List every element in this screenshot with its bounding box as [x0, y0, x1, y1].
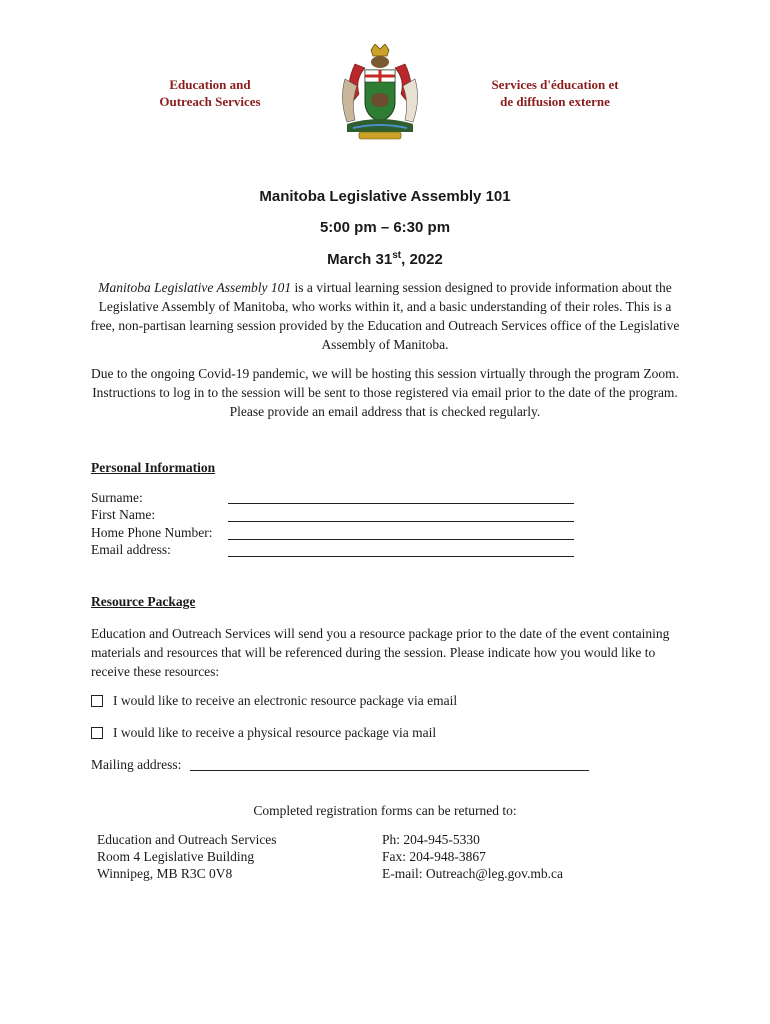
- electronic-checkbox[interactable]: [91, 695, 103, 707]
- address-line1: Education and Outreach Services: [97, 832, 277, 847]
- email-field[interactable]: [228, 556, 574, 557]
- intro-rest: is a virtual learning session designed to provide information about the Legislative Assembly of Manitoba, who works within it, and a basic understanding of their roles. This is a free, non-partisan learning session provided by the Education and Outreach Services office of the Legislative Assembly of Manitoba.: [90, 280, 680, 352]
- return-heading: Completed registration forms can be returned to:: [253, 803, 517, 818]
- session-title: Manitoba Legislative Assembly 101: [259, 188, 511, 205]
- header-left-line2: Outreach Services: [159, 94, 261, 109]
- return-address: [97, 831, 277, 882]
- contact-phone: Ph: 204-945-5330: [382, 832, 480, 847]
- header-right-line1: Services d'éducation et: [491, 77, 619, 92]
- contact-fax: Fax: 204-948-3867: [382, 849, 486, 864]
- contact-email[interactable]: E-mail: Outreach@leg.gov.mb.ca: [382, 866, 563, 881]
- intro-italic-lead: Manitoba Legislative Assembly 101: [98, 280, 292, 295]
- home-phone-field[interactable]: [228, 539, 574, 540]
- option-electronic[interactable]: [91, 693, 457, 709]
- surname-field[interactable]: [228, 503, 574, 504]
- first-name-label: First Name:: [91, 507, 156, 522]
- address-line3: Winnipeg, MB R3C 0V8: [97, 866, 233, 881]
- header-left-line1: Education and: [169, 77, 251, 92]
- option-electronic-label: I would like to receive an electronic resource package via email: [113, 693, 458, 708]
- header-right-line2: de diffusion externe: [500, 94, 610, 109]
- header-left: [140, 76, 280, 110]
- physical-checkbox[interactable]: [91, 727, 103, 739]
- return-contact: [382, 831, 563, 882]
- intro-paragraph: [88, 278, 682, 354]
- header-right: [480, 76, 630, 110]
- coat-of-arms-icon: [335, 44, 425, 140]
- address-line2: Room 4 Legislative Building: [97, 849, 255, 864]
- personal-info-heading: Personal Information: [91, 460, 216, 475]
- surname-label: Surname:: [91, 490, 143, 505]
- session-time: 5:00 pm – 6:30 pm: [319, 219, 451, 236]
- resource-package-heading: Resource Package: [91, 594, 196, 609]
- home-phone-label: Home Phone Number:: [91, 525, 213, 540]
- email-label: Email address:: [91, 542, 171, 557]
- mailing-address-field[interactable]: [190, 770, 589, 771]
- session-date: [0, 250, 770, 268]
- resource-package-text: Education and Outreach Services will send you a resource package prior to the date of the event containing materials and resources that will be referenced during the session. Please indicate how you would like to receive these resources:: [91, 626, 670, 679]
- date-year: , 2022: [401, 251, 443, 268]
- date-prefix: March 31: [327, 251, 393, 268]
- option-physical[interactable]: [91, 725, 436, 741]
- first-name-field[interactable]: [228, 521, 574, 522]
- covid-paragraph: Due to the ongoing Covid-19 pandemic, we will be hosting this session virtually through the program Zoom. Instructions to log in to the session will be sent to those registered via email prior to the date of the program. Please provide an email address that is checked regularly.: [91, 366, 679, 419]
- mailing-address-label: Mailing address:: [91, 757, 182, 772]
- date-suffix-sup: st: [392, 250, 402, 261]
- option-physical-label: I would like to receive a physical resource package via mail: [113, 725, 437, 740]
